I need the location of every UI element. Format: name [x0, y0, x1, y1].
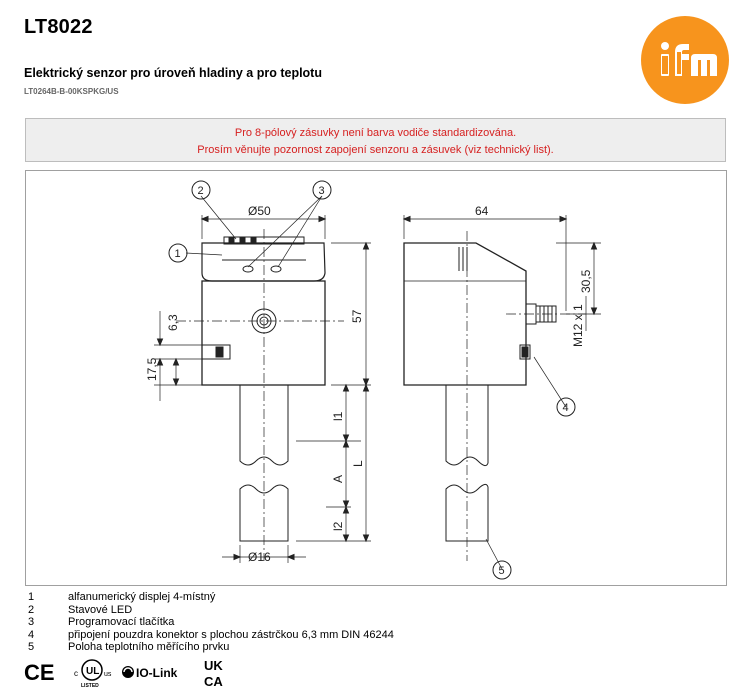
notice-line-2: Prosím věnujte pozornost zapojení senzoru a zásuvek (viz technický list).: [197, 144, 554, 156]
legend-number: 5: [28, 641, 35, 653]
legend-number: 1: [28, 591, 35, 603]
callout-2: 2: [197, 185, 204, 197]
callout-4: 4: [562, 402, 569, 414]
legend-row: [28, 629, 394, 642]
product-subtitle: Elektrický senzor pro úroveň hladiny a pro teplotu: [24, 66, 322, 80]
dim-30-5: 30,5: [579, 269, 593, 293]
dim-a: A: [331, 474, 345, 483]
notice-line-1: Pro 8-pólový zásuvky není barva vodiče standardizována.: [234, 127, 517, 139]
svg-text:IO-Link: IO-Link: [136, 666, 178, 680]
legend: [28, 591, 394, 654]
callout-5: 5: [498, 565, 505, 577]
front-view: [176, 229, 344, 561]
wiring-notice: [25, 118, 726, 162]
callout-3: 3: [318, 185, 325, 197]
culus-mark-icon: [74, 660, 112, 689]
svg-text:CA: CA: [204, 674, 223, 689]
legend-number: 3: [28, 616, 35, 628]
svg-text:CE: CE: [24, 660, 55, 685]
dim-57: 57: [350, 309, 364, 323]
svg-text:UL: UL: [86, 666, 100, 677]
legend-text: alfanumerický displej 4-místný: [68, 591, 216, 603]
legend-row: [28, 591, 394, 604]
dim-64: 64: [475, 204, 489, 218]
legend-text: Poloha teplotního měřícího prvku: [68, 641, 230, 653]
legend-number: 2: [28, 603, 35, 616]
dim-6-3: 6,3: [166, 314, 180, 331]
legend-row: [28, 604, 394, 617]
dim-l: L: [351, 460, 365, 467]
legend-text: Stavové LED: [68, 603, 133, 616]
legend-row: [28, 616, 394, 629]
dimension-drawing: [25, 170, 727, 586]
legend-row: [28, 641, 394, 654]
svg-text:LISTED: LISTED: [81, 683, 99, 689]
svg-text:us: us: [104, 671, 112, 678]
callout-1: 1: [174, 248, 181, 260]
dim-diameter-16: Ø16: [248, 550, 271, 564]
certification-marks: [24, 656, 244, 690]
dim-l1: l1: [331, 411, 345, 421]
drawing-svg: [26, 171, 728, 587]
article-code: LT0264B-B-00KSPKG/US: [24, 87, 119, 96]
dim-l2: l2: [331, 521, 345, 531]
legend-text: Programovací tlačítka: [68, 616, 175, 628]
svg-text:UK: UK: [204, 658, 223, 673]
legend-number: 4: [28, 628, 35, 641]
io-link-icon: [122, 666, 178, 680]
svg-text:c: c: [74, 669, 78, 678]
dim-diameter-50: Ø50: [248, 204, 271, 218]
dim-17-5: 17,5: [145, 357, 159, 381]
ifm-logo: [641, 16, 729, 104]
product-title: LT8022: [24, 16, 93, 38]
legend-text: připojení pouzdra konektor s plochou zástrčkou 6,3 mm DIN 46244: [68, 628, 394, 641]
ce-mark-icon: [24, 660, 55, 685]
dim-m12: M12 x 1: [571, 304, 585, 347]
ukca-mark-icon: [204, 658, 223, 689]
